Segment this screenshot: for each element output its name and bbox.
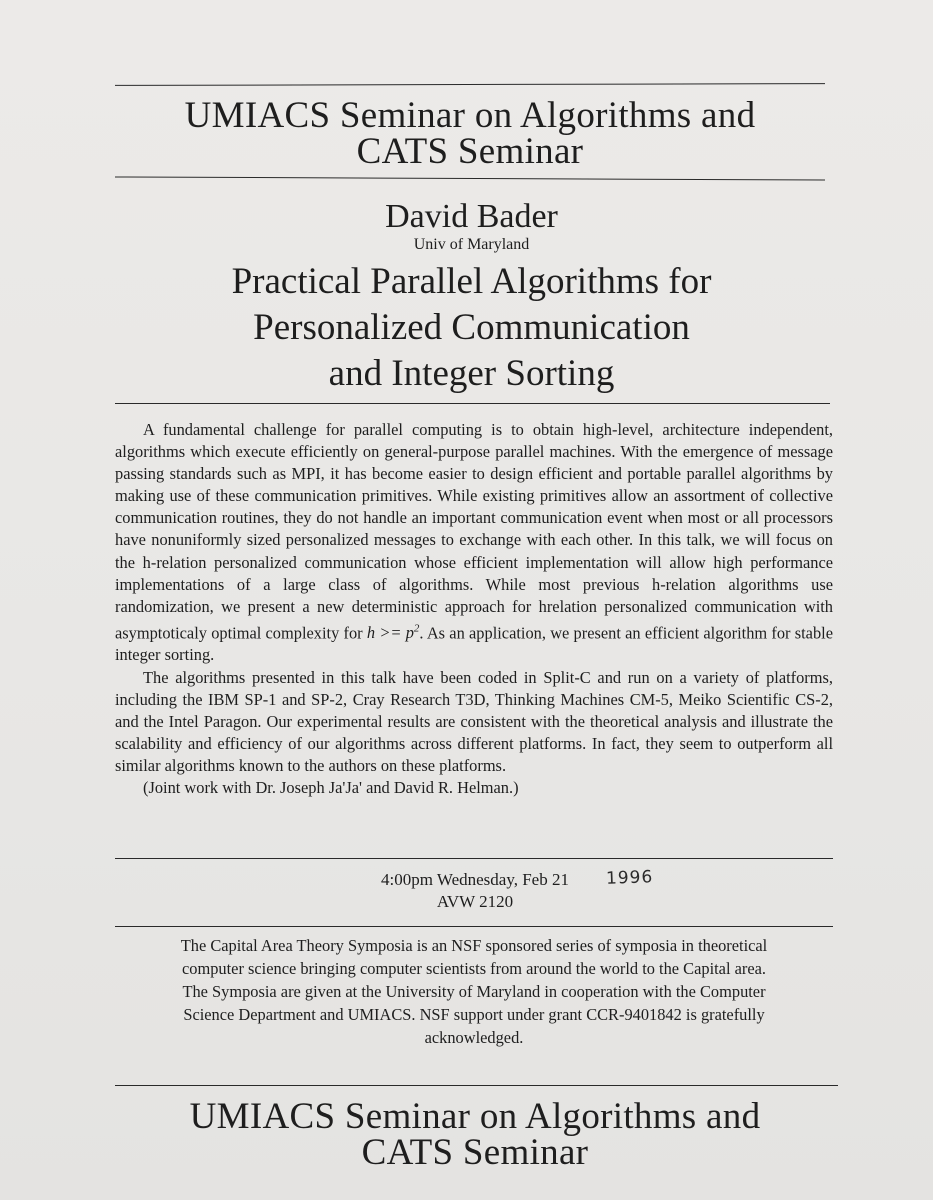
cats-note-line4: Science Department and UMIACS. NSF support under grant CCR-9401842 is gratefully <box>183 1005 765 1024</box>
abstract-paragraph-1 <box>115 419 833 667</box>
complexity-formula: $h >= p^2$ <box>366 622 420 643</box>
top-rule <box>115 83 825 86</box>
abstract-paragraph-1-text: A fundamental challenge for parallel computing is to obtain high-level, architecture independent, algorithms which execute efficiently on general-purpose parallel machines. With the emergence of message passing standards such as MPI, it has become easier to design efficient and portable parallel algorithms by making use of these communication primitives. While existing primitives allow an assortment of collective communication routines, they do not handle an important communication event when most or all processors have nonuniformly sized personalized messages to exchange with each other. In this talk, we will focus on the h-relation personalized communication whose efficient implementation will allow high performance implementations of a large class of algorithms. While most previous h-relation algorithms use randomization, we present a new deterministic approach for hrelation personalized communication with asymptoticaly optimal complexity for <box>115 420 833 643</box>
cats-note-line3: The Symposia are given at the University of Maryland in cooperation with the Computer <box>182 982 766 1001</box>
talk-time-date: 4:00pm Wednesday, Feb 21 <box>381 870 569 889</box>
joint-work-note: (Joint work with Dr. Joseph Ja'Ja' and David R. Helman.) <box>143 777 519 797</box>
footer-rule <box>115 1085 838 1086</box>
abstract-rule <box>115 858 833 859</box>
header-rule <box>115 176 825 180</box>
abstract-paragraph-2: The algorithms presented in this talk have been coded in Split-C and run on a variety of platforms, including the IBM SP-1 and SP-2, Cray Research T3D, Thinking Machines CM-5, Meiko Scientific CS-2, and the Intel Paragon. Our experimental results are consistent with the theoretical analysis and illustrate the scalability and efficiency of our algorithms across different platforms. In fact, they seem to outperform all similar algorithms known to the authors on these platforms. <box>115 667 833 775</box>
footer-banner-line1: UMIACS Seminar on Algorithms and <box>189 1096 761 1137</box>
header-banner <box>0 95 933 172</box>
talk-title <box>0 259 933 397</box>
cats-note <box>115 934 833 1049</box>
cats-note-line2: computer science bringing computer scientists from around the world to the Capital area. <box>182 959 766 978</box>
speaker-affiliation: Univ of Maryland <box>413 236 530 253</box>
abstract-paragraph-1-tail: . As an application, we present an efficient algorithm for stable integer sorting. <box>115 623 833 665</box>
footer-banner-line2: CATS Seminar <box>361 1132 589 1173</box>
complexity-exponent: 2 <box>413 622 420 635</box>
header-banner-line2: CATS Seminar <box>356 131 584 172</box>
abstract <box>115 419 833 799</box>
header-banner-line1: UMIACS Seminar on Algorithms and <box>184 95 756 136</box>
talk-room: AVW 2120 <box>436 892 514 911</box>
title-rule <box>115 403 830 404</box>
schedule-rule <box>115 926 833 927</box>
handwritten-year: 1996 <box>605 867 654 889</box>
footer-banner <box>0 1096 933 1173</box>
talk-title-line1: Practical Parallel Algorithms for <box>231 261 712 302</box>
talk-title-line2: Personalized Communication <box>253 307 690 348</box>
talk-title-line3: and Integer Sorting <box>328 353 615 394</box>
cats-note-line1: The Capital Area Theory Symposia is an NSF sponsored series of symposia in theoretical <box>180 936 768 955</box>
speaker-name: David Bader <box>385 198 558 235</box>
cats-note-line5: acknowledged. <box>424 1028 524 1047</box>
